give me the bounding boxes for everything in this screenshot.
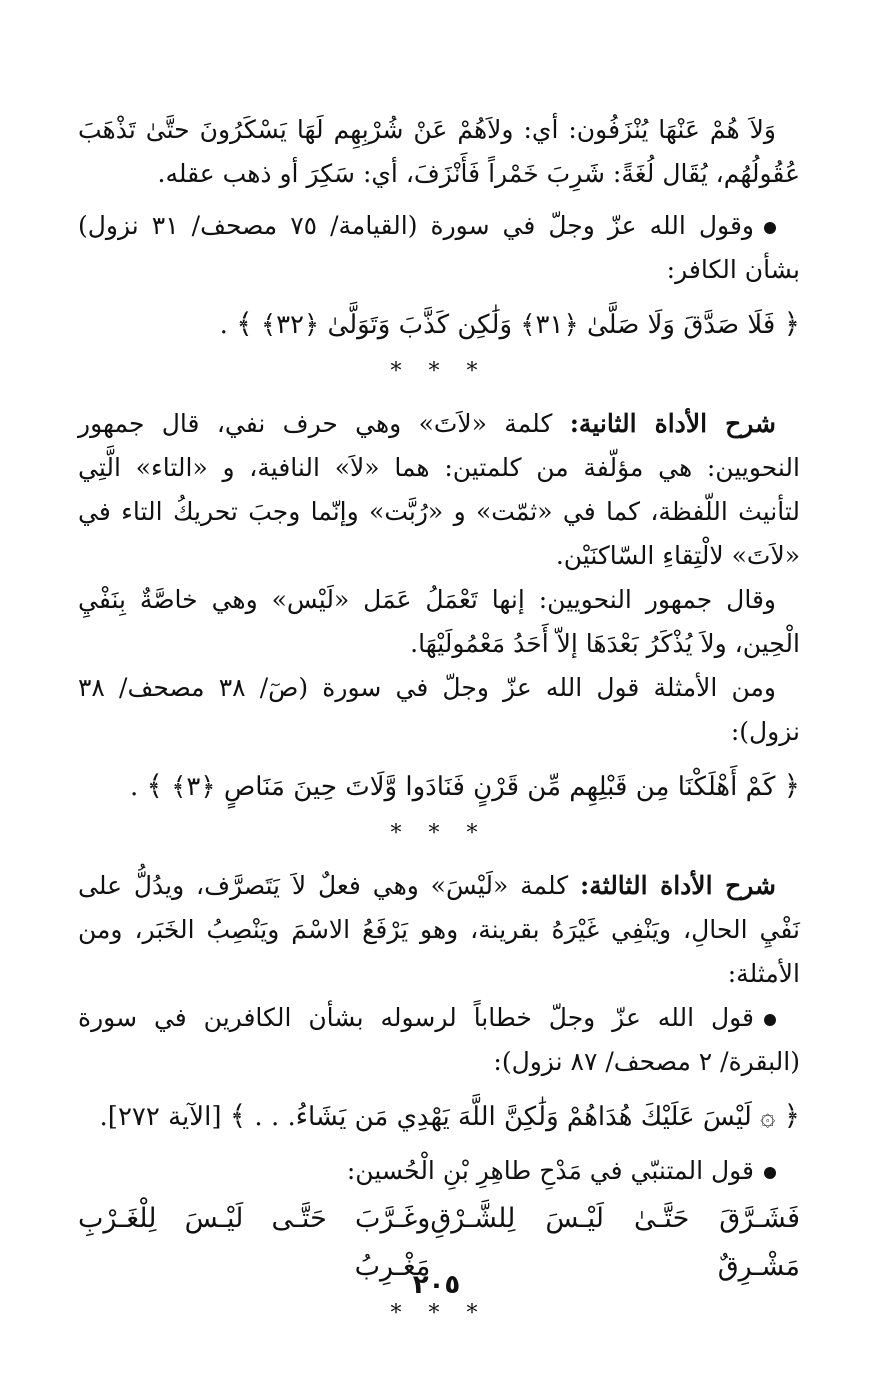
section-divider: * * * — [390, 359, 488, 384]
bullet-icon — [764, 222, 776, 234]
quran-text: فَلَا صَدَّقَ وَلَا صَلَّىٰ ﴿٣١﴾ وَلَٰكِن كَذَّبَ وَتَوَلَّىٰ ﴿٣٢﴾ — [260, 310, 776, 340]
bullet-text: وقول الله عزّ وجلّ في سورة (القيامة/ ٧٥ مصحف/ ٣١ نزول) بشأن الكافر: — [78, 211, 800, 284]
bullet-paragraph-qiyama — [78, 204, 800, 292]
page-body — [78, 108, 800, 1344]
verse-reference: [الآية ٢٧٢]. — [99, 1102, 222, 1132]
bullet-icon — [764, 1167, 776, 1179]
ornate-bracket-close-icon: ﴾ — [236, 307, 253, 340]
bullet-paragraph-baqara — [78, 996, 800, 1084]
section-two-example-intro: ومن الأمثلة قول الله عزّ وجلّ في سورة (صٓ/ ٣٨ مصحف/ ٣٨ نزول): — [78, 673, 800, 746]
section-divider: * * * — [390, 1301, 488, 1326]
section-two-text: كلمة «لاَتَ» وهي حرف نفي، قال جمهور النحويين: هي مؤلّفة من كلمتين: هما «لاَ» النافية، و «التاء» الَّتِي لتأنيث اللّفظة، كما في «ثمّت» و «رُبَّت» وإنّما وجبَ تحريكُ التاء في «لاَتَ» لالْتِقاءِ السّاكنَيْن. — [78, 409, 800, 570]
quran-text: كَمْ أَهْلَكْنَا مِن قَبْلِهِم مِّن قَرْنٍ فَنَادَوا وَّلَاتَ حِينَ مَنَاصٍ ﴿٣﴾ — [171, 772, 776, 802]
section-three-heading: شرح الأداة الثالثة: — [580, 871, 776, 900]
ornate-bracket-open-icon: ﴿ — [783, 307, 800, 340]
quran-verse-qiyama: ﴿ فَلَا صَدَّقَ وَلَا صَلَّىٰ ﴿٣١﴾ وَلَٰكِن كَذَّبَ وَتَوَلَّىٰ ﴿٣٢﴾ ﴾ . — [219, 307, 800, 340]
section-two-paragraph — [78, 402, 800, 578]
paragraph-intro: وَلاَ هُمْ عَنْهَا يُنْزَفُون: أي: ولاَهُمْ عَنْ شُرْبِهِم لَهَا يَسْكَرُونَ حتَّىٰ تَذْهَبَ عُقُولُهُم، يُقَال لُغَةً: شَرِبَ خَمْراً فَأَنْزَفَ، أي: سَكِرَ أو ذهب عقله. — [78, 115, 800, 188]
section-three-paragraph — [78, 864, 800, 996]
ornate-bracket-close-icon: ﴾ — [229, 1099, 247, 1132]
section-three-text: كلمة «لَيْسَ» وهي فعلٌ لاَ يَتَصرَّف، ويدُلُّ على نَفْيِ الحالِ، ويَنْفِي غَيْرَهُ بقرينة، وهو يَرْفَعُ الاسْمَ ويَنْصِبُ الخَبَر، ومن الأمثلة: — [78, 871, 800, 988]
quran-text: ۞ لَيْسَ عَلَيْكَ هُدَاهُمْ وَلَٰكِنَّ اللَّهَ يَهْدِي مَن يَشَاءُ. . . — [254, 1102, 776, 1132]
section-divider: * * * — [390, 821, 488, 846]
bullet-icon — [764, 1014, 776, 1026]
bullet-paragraph-mutanabbi — [78, 1149, 800, 1193]
ornate-bracket-open-icon: ﴿ — [783, 769, 800, 802]
quran-verse-sad: ﴿ كَمْ أَهْلَكْنَا مِن قَبْلِهِم مِّن قَرْنٍ فَنَادَوا وَّلَاتَ حِينَ مَنَاصٍ ﴿٣﴾ ﴾ . — [129, 769, 800, 802]
page-number: ٢٠٥ — [412, 1270, 461, 1300]
section-two-laysa: وقال جمهور النحويين: إنها تَعْمَلُ عَمَل «لَيْس» وهي خاصَّةٌ بِنَفْيِ الْحِين، ولاَ يُذْكَرُ بَعْدَهَا إلاّ أَحَدُ مَعْمُولَيْهَا. — [78, 585, 800, 658]
verse-second-hemistich: وغَـرَّبَ حَتَّـى لَيْـسَ لِلْغَـرْبِ مَغْـرِبُ — [78, 1203, 431, 1282]
ornate-bracket-close-icon: ﴾ — [146, 769, 163, 802]
bullet-text: قول الله عزّ وجلّ خطاباً لرسوله بشأن الكافرين في سورة (البقرة/ ٢ مصحف/ ٨٧ نزول): — [78, 1003, 800, 1076]
section-two-heading: شرح الأداة الثانية: — [569, 409, 776, 438]
bullet-text: قول المتنبّي في مَدْحِ طاهِرِ بْنِ الْحُسين: — [346, 1156, 754, 1185]
verse-first-hemistich: فَشَـرَّقَ حَتَّـىٰ لَيْـسَ لِلشَّـرْقِ مَشْـرِقٌ — [430, 1203, 800, 1282]
quran-verse-baqara — [78, 1092, 800, 1141]
ornate-bracket-open-icon: ﴿ — [783, 1099, 800, 1132]
